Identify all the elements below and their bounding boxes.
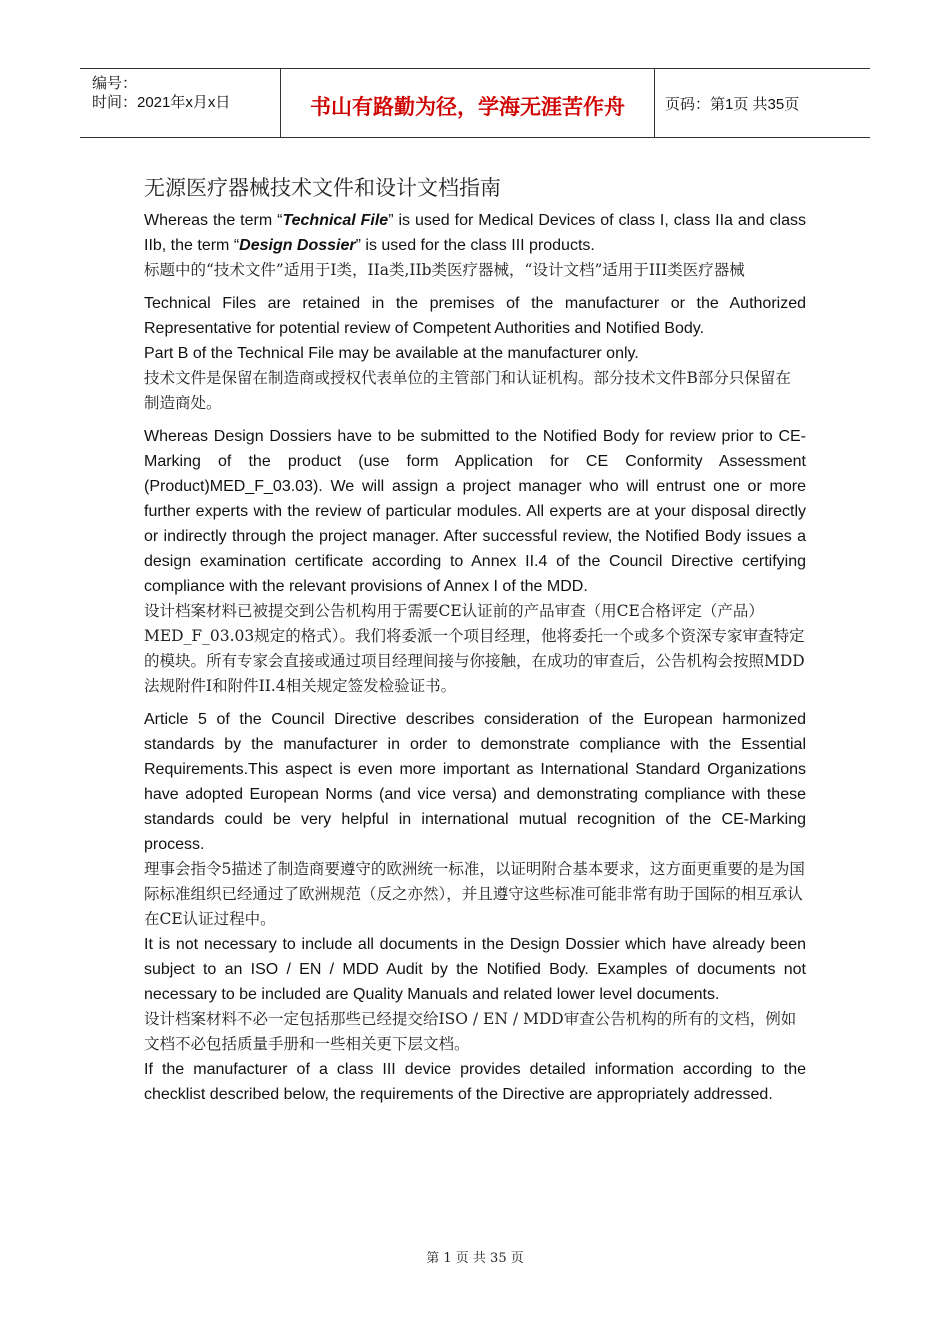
- page-info: 页码：第1页 共35页: [665, 96, 800, 113]
- page-footer: 第 1 页 共 35 页: [426, 1251, 524, 1266]
- intro-paragraph-zh: 标题中的“技术文件”适用于I类，IIa类,IIb类医疗器械，“设计文档”适用于III类医疗器械: [144, 261, 745, 279]
- intro-text-3: ” is used for the class III products.: [355, 237, 595, 254]
- motto-text: 书山有路勤为径，学海无涯苦作舟: [310, 95, 625, 119]
- design-dossier-paragraph: Whereas Design Dossiers have to be submitted to the Notified Body for review prior to CE-Marking of the product (use form Application for CE Conformity Assessment (Product)MED_F_03.03). We will assign a project manager who will entrust one or more further experts with the review of particular modules. All experts are at your disposal directly or indirectly through the project manager. After successful review, the Notified Body issues a design examination certificate according to Annex II.4 of the Council Directive certifying compliance with the relevant provisions of Annex I of the MDD.: [144, 428, 806, 595]
- term-design-dossier: Design Dossier: [239, 237, 356, 254]
- number-label: 编号：: [92, 75, 138, 92]
- intro-text-2: ” is used for Medical Devices of class I, class IIa and class IIb, the term “: [144, 212, 806, 254]
- retained-paragraph-zh: 技术文件是保留在制造商或授权代表单位的主管部门和认证机构。部分技术文件B部分只保留在制造商处。: [144, 369, 791, 412]
- header-meta-cell: [80, 69, 281, 137]
- class-3-paragraph: If the manufacturer of a class III device provides detailed information according to the checklist described below, the requirements of the Directive are appropriately addressed.: [144, 1061, 806, 1103]
- header-page-cell: [655, 69, 870, 137]
- term-technical-file: Technical File: [282, 212, 389, 229]
- intro-paragraph: [144, 208, 806, 258]
- audit-paragraph: It is not necessary to include all documents in the Design Dossier which have already been subject to an ISO / EN / MDD Audit by the Notified Body. Examples of documents not necessary to be included are Quality Manuals and related lower level documents.: [144, 936, 806, 1003]
- part-b-paragraph: Part B of the Technical File may be available at the manufacturer only.: [144, 345, 639, 362]
- time-label: 时间：2021年x月x日: [92, 94, 231, 111]
- retained-paragraph: Technical Files are retained in the premises of the manufacturer or the Authorized Representative for potential review of Competent Authorities and Notified Body.: [144, 295, 806, 337]
- article-5-paragraph: Article 5 of the Council Directive describes consideration of the European harmonized standards by the manufacturer in order to demonstrate compliance with the Essential Requirements.This aspect is even more important as International Standard Organizations have adopted European Norms (and vice versa) and demonstrating compliance with these standards could be very helpful in international mutual recognition of the CE-Marking process.: [144, 711, 806, 853]
- header-motto-cell: [281, 69, 655, 137]
- design-dossier-paragraph-zh: 设计档案材料已被提交到公告机构用于需要CE认证前的产品审查（用CE合格评定（产品）MED_F_03.03规定的格式）。我们将委派一个项目经理，他将委托一个或多个资深专家审查特定的模块。所有专家会直接或通过项目经理间接与你接触，在成功的审查后，公告机构会按照MDD法规附件I和附件II.4相关规定签发检验证书。: [144, 602, 805, 695]
- page-header: [80, 68, 870, 138]
- document-title: 无源医疗器械技术文件和设计文档指南: [144, 176, 501, 200]
- document-body: [144, 208, 806, 1107]
- audit-paragraph-zh: 设计档案材料不必一定包括那些已经提交给ISO / EN / MDD审查公告机构的所有的文档，例如文档不必包括质量手册和一些相关更下层文档。: [144, 1010, 797, 1053]
- article-5-paragraph-zh: 理事会指令5描述了制造商要遵守的欧洲统一标准，以证明附合基本要求，这方面更重要的是为国际标准组织已经通过了欧洲规范（反之亦然），并且遵守这些标准可能非常有助于国际的相互承认在CE认证过程中。: [144, 860, 805, 928]
- intro-text-1: Whereas the term “: [144, 212, 283, 229]
